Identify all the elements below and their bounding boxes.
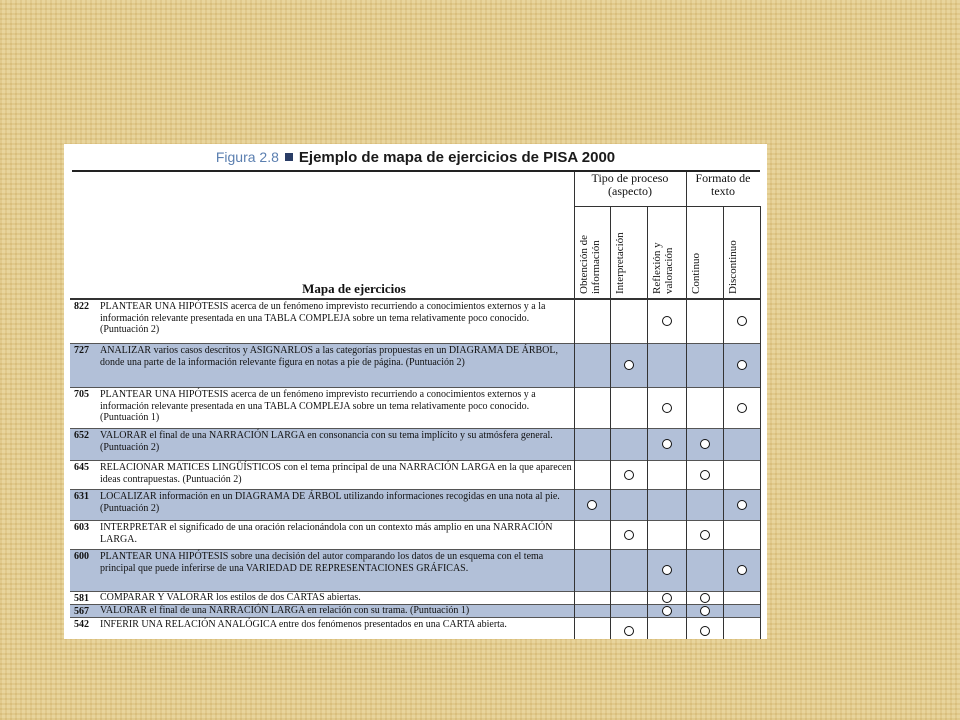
table-row bbox=[70, 461, 760, 489]
mark-circle-icon bbox=[700, 439, 710, 449]
row-score: 600 bbox=[74, 551, 89, 562]
mark-circle-icon bbox=[700, 626, 710, 636]
table-row bbox=[70, 592, 760, 604]
row-description: VALORAR el final de una NARRACIÓN LARGA en relación con su trama. (Puntuación 1) bbox=[100, 605, 470, 616]
column-header-4: Continuo bbox=[690, 253, 702, 294]
row-score: 603 bbox=[74, 522, 89, 533]
square-bullet-icon bbox=[285, 153, 293, 161]
column-divider bbox=[574, 172, 575, 639]
mark-circle-icon bbox=[700, 606, 710, 616]
mark-circle-icon bbox=[662, 593, 672, 603]
row-description: PLANTEAR UNA HIPÓTESIS acerca de un fenómeno imprevisto recurriendo a conocimientos externos y a información relevante presentada en una TABLA COMPLEJA sobre un tema relativamente poco conocido. (Puntuación 1) bbox=[100, 389, 536, 423]
row-score: 542 bbox=[74, 619, 89, 630]
figure-title-bar bbox=[64, 144, 767, 170]
row-description: INFERIR UNA RELACIÓN ANALÓGICA entre dos fenómenos presentados en una CARTA abierta. bbox=[100, 619, 507, 630]
row-score: 705 bbox=[74, 389, 89, 400]
row-description: ANALIZAR varios casos descritos y ASIGNARLOS a las categorías propuestas en un DIAGRAMA DE ÁRBOL, donde una parte de la información relevante figura en notas a pie de página. (Puntuación 2) bbox=[100, 345, 558, 368]
figure-label: Figura 2.8 bbox=[215, 149, 279, 165]
mark-circle-icon bbox=[662, 316, 672, 326]
mark-circle-icon bbox=[624, 360, 634, 370]
mark-circle-icon bbox=[662, 606, 672, 616]
table-row bbox=[70, 550, 760, 591]
row-description: VALORAR el final de una NARRACIÓN LARGA en consonancia con su tema implícito y su atmósfera general. (Puntuación 2) bbox=[100, 430, 553, 453]
column-divider bbox=[723, 206, 724, 639]
mark-circle-icon bbox=[624, 530, 634, 540]
mark-circle-icon bbox=[700, 470, 710, 480]
mark-circle-icon bbox=[587, 500, 597, 510]
mark-circle-icon bbox=[700, 530, 710, 540]
mark-circle-icon bbox=[700, 593, 710, 603]
row-score: 822 bbox=[74, 301, 89, 312]
row-description: LOCALIZAR información en un DIAGRAMA DE ÁRBOL utilizando informaciones recogidas en una nota al pie. (Puntuación 2) bbox=[100, 491, 560, 514]
row-score: 727 bbox=[74, 345, 89, 356]
table-row bbox=[70, 490, 760, 520]
column-header-5: Discontinuo bbox=[727, 240, 739, 294]
column-divider bbox=[647, 206, 648, 639]
table-row bbox=[70, 521, 760, 549]
group-header-divider bbox=[574, 206, 760, 207]
figure-title: Ejemplo de mapa de ejercicios de PISA 2000 bbox=[298, 149, 616, 166]
row-score: 631 bbox=[74, 491, 89, 502]
group-header-text-format: Formato de texto bbox=[695, 171, 751, 198]
column-header-2: Interpretación bbox=[614, 232, 626, 294]
table-row bbox=[70, 429, 760, 460]
pisa-figure-document bbox=[64, 144, 767, 639]
group-header-process-type: Tipo de proceso (aspecto) bbox=[591, 171, 669, 198]
mark-circle-icon bbox=[624, 626, 634, 636]
column-divider bbox=[610, 206, 611, 639]
column-header-1: Obtención de información bbox=[578, 235, 602, 294]
mark-circle-icon bbox=[737, 565, 747, 575]
table-row bbox=[70, 300, 760, 343]
mark-circle-icon bbox=[662, 403, 672, 413]
row-score: 645 bbox=[74, 462, 89, 473]
mark-circle-icon bbox=[662, 565, 672, 575]
mark-circle-icon bbox=[737, 360, 747, 370]
row-score: 567 bbox=[74, 606, 89, 617]
table-row bbox=[70, 388, 760, 428]
map-title: Mapa de ejercicios bbox=[302, 281, 406, 296]
column-divider bbox=[760, 206, 761, 639]
column-header-3: Reflexión y valoración bbox=[651, 242, 675, 294]
table-row bbox=[70, 618, 760, 639]
table-row bbox=[70, 605, 760, 617]
column-divider bbox=[686, 172, 687, 639]
row-description: PLANTEAR UNA HIPÓTESIS acerca de un fenómeno imprevisto recurriendo a conocimientos externos y a la información relevante presentada en una TABLA COMPLEJA sobre un tema relativamente poco conocido. (Puntuación 2) bbox=[100, 301, 546, 335]
mark-circle-icon bbox=[662, 439, 672, 449]
mark-circle-icon bbox=[624, 470, 634, 480]
mark-circle-icon bbox=[737, 316, 747, 326]
row-score: 652 bbox=[74, 430, 89, 441]
header-bottom-rule bbox=[70, 298, 760, 300]
row-score: 581 bbox=[74, 593, 89, 604]
row-description: RELACIONAR MATICES LINGÜÍSTICOS con el tema principal de una NARRACIÓN LARGA en la que aparecen ideas contrapuestas. (Puntuación 2) bbox=[100, 462, 572, 485]
table-row bbox=[70, 344, 760, 387]
row-description: PLANTEAR UNA HIPÓTESIS sobre una decisión del autor comparando los datos de un esquema con el tema principal que puede inferirse de una VARIEDAD DE REPRESENTACIONES GRÁFICAS. bbox=[100, 551, 544, 574]
row-description: INTERPRETAR el significado de una oración relacionándola con un contexto más amplio en una NARRACIÓN LARGA. bbox=[100, 522, 553, 545]
mark-circle-icon bbox=[737, 403, 747, 413]
mark-circle-icon bbox=[737, 500, 747, 510]
row-description: COMPARAR Y VALORAR los estilos de dos CARTAS abiertas. bbox=[100, 592, 361, 603]
